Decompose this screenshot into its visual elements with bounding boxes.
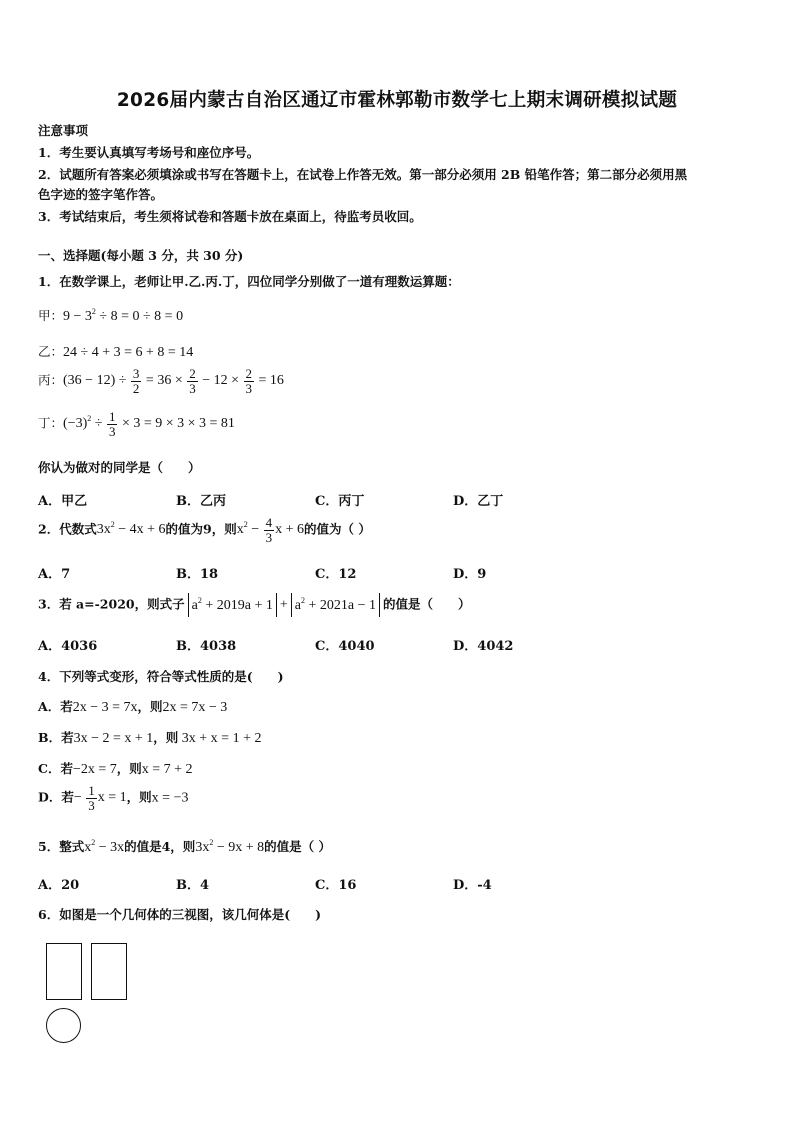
side-view-rectangle [91, 943, 127, 1000]
q2-option-a[interactable]: A．7 [38, 567, 71, 582]
q5-option-a[interactable]: A．20 [38, 878, 80, 893]
q1-jia-label: 甲： [38, 308, 64, 323]
notice-item-2: 2．试题所有答案必须填涂或书写在答题卡上，在试卷上作答无效。第一部分必须用 2B 铅笔作答；第二部分必须用黑 [38, 167, 688, 182]
q4-a-mid: ，则 [137, 699, 163, 714]
notice-heading: 注意事项 [38, 123, 89, 138]
q1-ding: 丁：$(-3)^2$ ÷ $\frac{1}{3}$ × 3 = 9 × 3 × 3 = 81 [38, 409, 235, 439]
q5-option-c[interactable]: C．16 [315, 878, 357, 893]
q3-option-d[interactable]: D．4042 [453, 639, 514, 654]
q4-option-b[interactable]: B．若3x − 2 = x + 1，则 3x + x = 1 + 2 [38, 730, 262, 746]
q3-option-c[interactable]: C．4040 [315, 639, 375, 654]
q3-option-a[interactable]: A．4036 [38, 639, 98, 654]
q4-a-pre: A．若 [38, 699, 73, 714]
exam-title: 2026届内蒙古自治区通辽市霍林郭勒市数学七上期末调研模拟试题 [116, 90, 678, 111]
q5-stem: 5．整式$x^2 - 3x$的值是4，则$3x^2 - 9x + 8$的值是（ ） [38, 838, 331, 855]
q5-end: 的值是（ ） [264, 839, 331, 854]
front-view-rectangle [46, 943, 82, 1000]
q4-d-mid: ，则 [126, 789, 152, 805]
notice-item-2-cont: 色字迹的签字笔作答。 [38, 187, 164, 202]
notice-item-1: 1．考生要认真填写考场号和座位序号。 [38, 145, 260, 160]
q4-b-mid: ，则 [153, 730, 179, 745]
q4-option-a[interactable]: A．若2x − 3 = 7x，则2x = 7x − 3 [38, 699, 228, 715]
q1-yi: 乙：24 ÷ 4 + 3 = 6 + 8 = 14 [38, 344, 194, 360]
q3-option-b[interactable]: B．4038 [176, 639, 237, 654]
q1-option-d[interactable]: D．乙丁 [453, 494, 504, 509]
q4-b-pre: B．若 [38, 730, 74, 745]
q3-end: 的值是（ ） [382, 596, 471, 612]
q2-mid: 的值为9，则 [165, 521, 237, 537]
q2-num: 2．代数式 [38, 521, 97, 537]
q2-option-d[interactable]: D．9 [453, 567, 487, 582]
q5-option-d[interactable]: D．-4 [453, 878, 492, 893]
q3-num: 3．若 a=-2020，则式子 [38, 596, 185, 612]
q5-mid: 的值是4，则 [124, 839, 196, 854]
q4-d-pre: D．若 [38, 789, 74, 805]
q1-bing-label: 丙： [38, 372, 64, 388]
q1-yi-label: 乙： [38, 344, 64, 359]
q5-option-b[interactable]: B．4 [176, 878, 210, 893]
q3-stem: 3．若 a=-2020，则式子 $a^2 + 2019a + 1 + a^2 + 2021a - 1$ 的值是（ ） [38, 593, 471, 617]
q4-c-mid: ，则 [116, 761, 142, 776]
q2-end: 的值为（ ） [304, 521, 371, 537]
q1-bing: 丙：(36 − 12) ÷ $\frac{3}{2}$ = 36 × $\frac{2}{3}$ − 12 × $\frac{2}{3}$ = 16 [38, 366, 284, 396]
q4-stem: 4．下列等式变形，符合等式性质的是( ) [38, 669, 284, 684]
section-heading: 一、选择题(每小题 3 分，共 30 分) [38, 248, 244, 263]
q5-num: 5．整式 [38, 839, 85, 854]
q2-option-c[interactable]: C．12 [315, 567, 357, 582]
q1-ding-label: 丁： [38, 415, 64, 431]
q1-option-c[interactable]: C．丙丁 [315, 494, 365, 509]
q1-jia: 甲：$9 - 3^2 \div 8 = 0 \div 8 = 0$ [38, 307, 184, 324]
q1-option-b[interactable]: B．乙丙 [176, 494, 226, 509]
q1-option-a[interactable]: A．甲乙 [38, 494, 88, 509]
q4-option-d[interactable]: D．若− $\frac{1}{3}$ x = 1，则x = −3 [38, 783, 189, 813]
notice-item-3: 3．考试结束后，考生须将试卷和答题卡放在桌面上，待监考员收回。 [38, 209, 422, 224]
q2-option-b[interactable]: B．18 [176, 567, 219, 582]
q1-stem: 1．在数学课上，老师让甲.乙.丙.丁，四位同学分别做了一道有理数运算题： [38, 274, 460, 289]
top-view-circle [46, 1008, 81, 1043]
q4-option-c[interactable]: C．若−2x = 7，则x = 7 + 2 [38, 761, 193, 777]
q6-stem: 6．如图是一个几何体的三视图，该几何体是( ) [38, 907, 322, 922]
q2-stem: 2．代数式$3x^2 - 4x + 6$的值为9，则$x^2$ − $\frac{4}{3}$ x + 6的值为（ ） [38, 515, 371, 545]
q4-c-pre: C．若 [38, 761, 73, 776]
q1-ask: 你认为做对的同学是（ ） [38, 460, 201, 475]
